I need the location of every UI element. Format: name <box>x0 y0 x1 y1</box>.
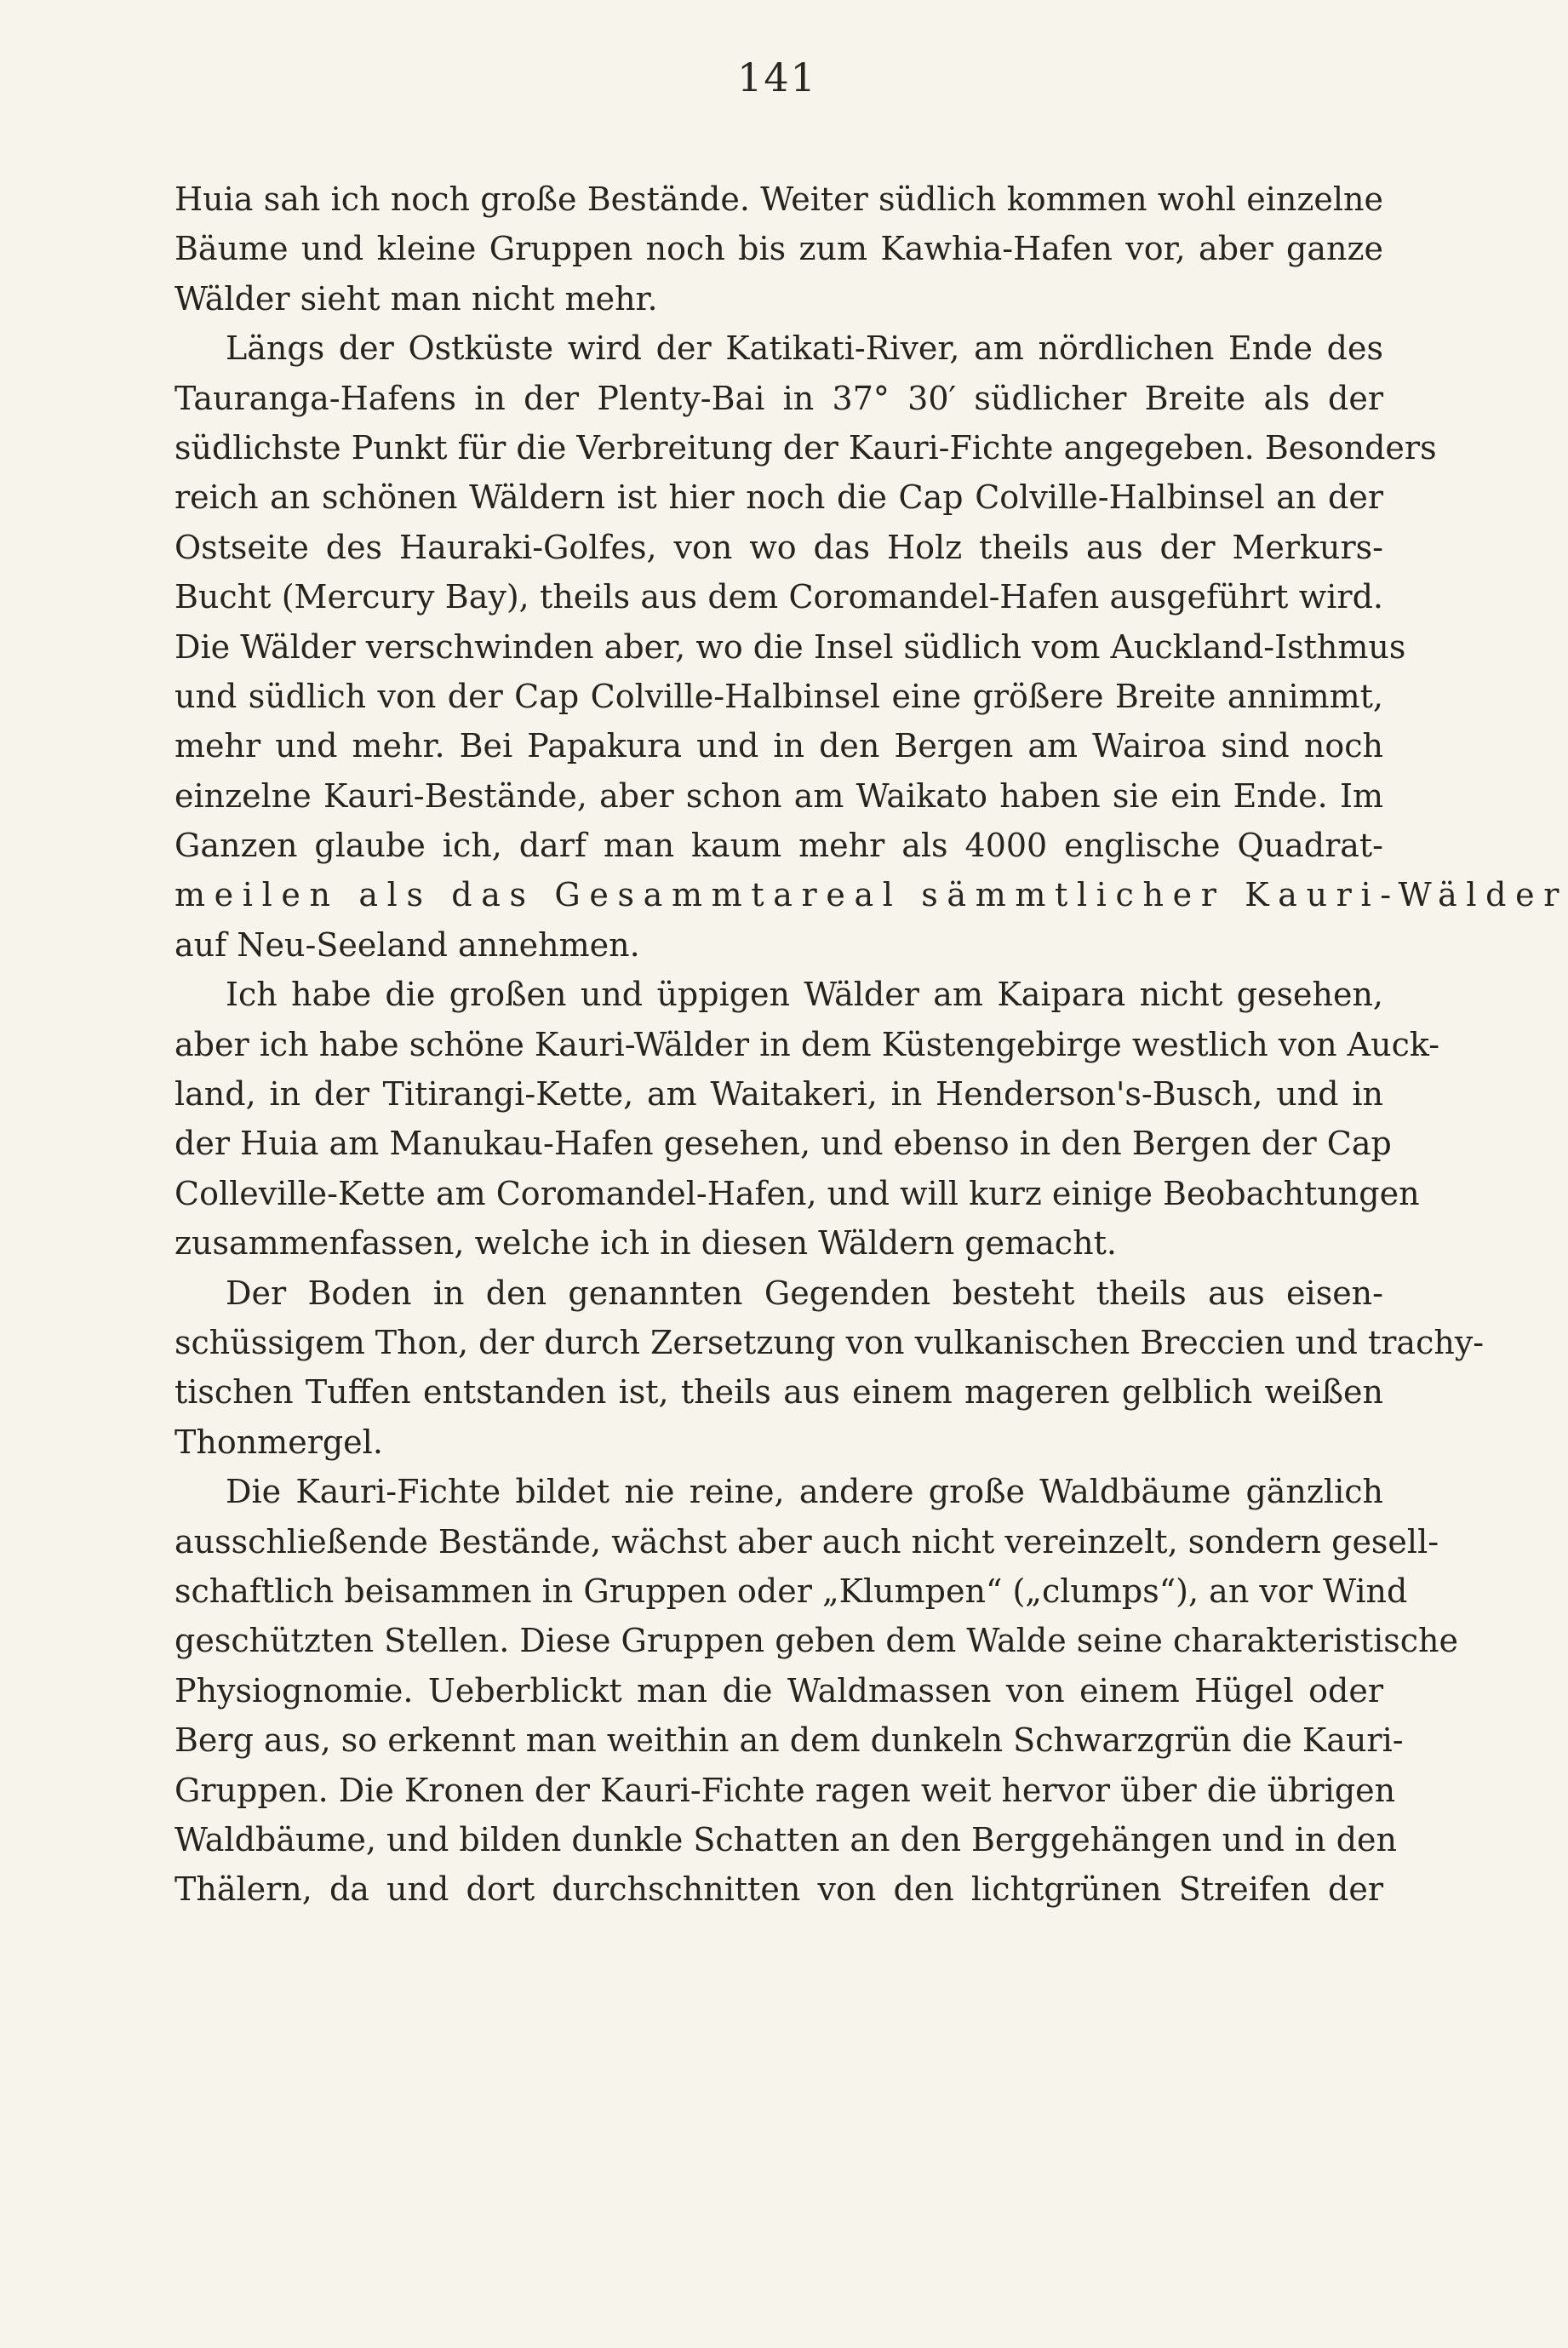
text-line: mehr und mehr. Bei Papakura und in den Bergen am Wairoa sind noch <box>175 727 1383 765</box>
text-line: und südlich von der Cap Colville-Halbinsel eine größere Breite annimmt, <box>175 677 1383 715</box>
text-line: Die Wälder verschwinden aber, wo die Insel südlich vom Auckland-Isthmus <box>175 627 1406 666</box>
text-line: Gruppen. Die Kronen der Kauri-Fichte ragen weit hervor über die übrigen <box>175 1771 1396 1809</box>
text-line: Die Kauri-Fichte bildet nie reine, andere große Waldbäume gänzlich <box>226 1473 1383 1511</box>
text-line: Colleville-Kette am Coromandel-Hafen, und will kurz einige Beobachtungen <box>175 1174 1420 1212</box>
text-line: schüssigem Thon, der durch Zersetzung von vulkanischen Breccien und trachy- <box>175 1323 1485 1361</box>
text-line: Ich habe die großen und üppigen Wälder am Kaipara nicht gesehen, <box>226 976 1383 1014</box>
text-line: Thonmergel. <box>175 1423 383 1461</box>
text-line: Bäume und kleine Gruppen noch bis zum Kawhia-Hafen vor, aber ganze <box>175 230 1383 268</box>
text-line: Bucht (Mercury Bay), theils aus dem Coromandel-Hafen ausgeführt wird. <box>175 578 1383 616</box>
text-line: Ostseite des Hauraki-Golfes, von wo das Holz theils aus der Merkurs- <box>175 528 1383 566</box>
text-line: ausschließende Bestände, wächst aber auch nicht vereinzelt, sondern gesell- <box>175 1522 1439 1561</box>
text-line: der Huia am Manukau-Hafen gesehen, und ebenso in den Bergen der Cap <box>175 1125 1392 1163</box>
page-number: 141 <box>737 54 817 100</box>
text-line: aber ich habe schöne Kauri-Wälder in dem Küstengebirge westlich von Auck- <box>175 1025 1440 1063</box>
text-line: geschützten Stellen. Diese Gruppen geben dem Walde seine charakteristische <box>175 1622 1458 1660</box>
text-line: Wälder sieht man nicht mehr. <box>175 279 658 318</box>
text-line: Der Boden in den genannten Gegenden besteht theils aus eisen- <box>226 1274 1383 1312</box>
text-line: auf Neu-Seeland annehmen. <box>175 925 640 964</box>
text-line: Ganzen glaube ich, darf man kaum mehr als 4000 englische Quadrat- <box>175 827 1383 865</box>
text-line: meilen als das Gesammtareal sämmtlicher Kauri-Wälder <box>175 876 1568 914</box>
text-line: Berg aus, so erkennt man weithin an dem dunkeln Schwarzgrün die Kauri- <box>175 1721 1404 1760</box>
text-line: Huia sah ich noch große Bestände. Weiter südlich kommen wohl einzelne <box>175 180 1383 218</box>
text-line: Physiognomie. Ueberblickt man die Waldmassen von einem Hügel oder <box>175 1671 1383 1709</box>
text-line: Tauranga-Hafens in der Plenty-Bai in 37° 30′ südlicher Breite als der <box>175 379 1383 417</box>
text-line: einzelne Kauri-Bestände, aber schon am Waikato haben sie ein Ende. Im <box>175 776 1383 815</box>
text-line: Thälern, da und dort durchschnitten von den lichtgrünen Streifen der <box>175 1870 1383 1909</box>
text-line: reich an schönen Wäldern ist hier noch die Cap Colville-Halbinsel an der <box>175 478 1383 517</box>
text-line: Längs der Ostküste wird der Katikati-River, am nördlichen Ende des <box>226 329 1383 368</box>
text-line: schaftlich beisammen in Gruppen oder „Klumpen“ („clumps“), an vor Wind <box>175 1572 1408 1610</box>
text-line: land, in der Titirangi-Kette, am Waitakeri, in Henderson's-Busch, und in <box>175 1075 1383 1114</box>
text-line: Waldbäume, und bilden dunkle Schatten an den Berggehängen und in den <box>175 1820 1398 1858</box>
text-line: tischen Tuffen entstanden ist, theils aus einem mageren gelblich weißen <box>175 1373 1383 1412</box>
body-text <box>175 175 1568 1915</box>
text-line: zusammenfassen, welche ich in diesen Wäldern gemacht. <box>175 1224 1117 1263</box>
text-line: südlichste Punkt für die Verbreitung der Kauri-Fichte angegeben. Besonders <box>175 428 1437 467</box>
